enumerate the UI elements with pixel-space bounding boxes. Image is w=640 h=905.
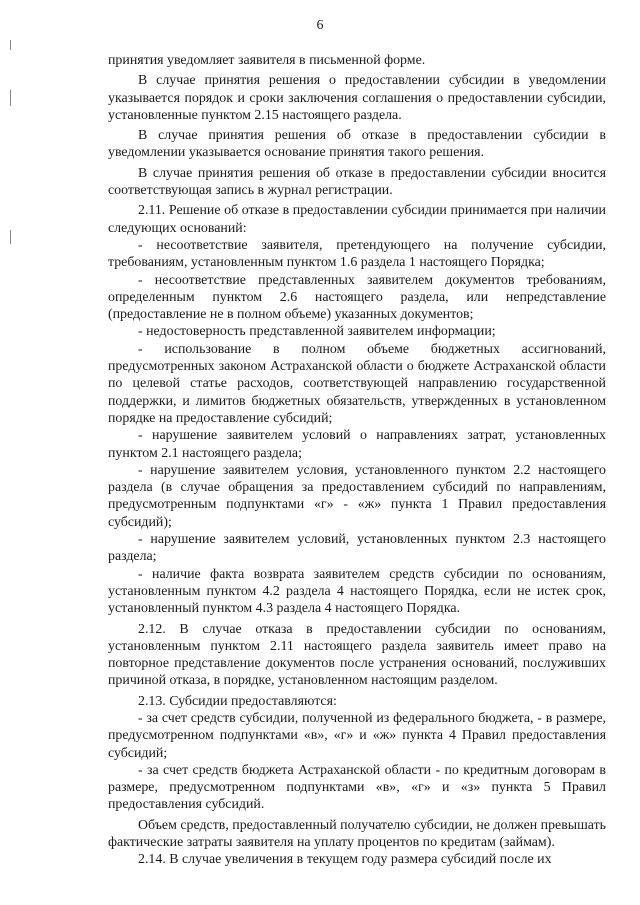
page-number: 6 — [316, 18, 324, 33]
paragraph: В случае принятия решения об отказе в предоставлении субсидии в уведомлении указывается основание принятия такого решения. — [108, 128, 606, 161]
paragraph: В случае принятия решения о предоставлении субсидии в уведомлении указывается порядок и сроки заключения соглашения о предоставлении субсидии, установленные пунктом 2.15 настоящего раздела. — [108, 73, 606, 123]
list-item: - использование в полном объеме бюджетных ассигнований, предусмотренных законом Астраханской области о бюджете Астраханской области по целевой статье расходов, соответствующей направлению государственной поддержки, и лимитов бюджетных обязательств, утвержденных в установленном порядке на предоставление субсидий; — [108, 341, 606, 426]
paragraph: Объем средств, предоставленный получателю субсидии, не должен превышать фактические затраты заявителя на уплату процентов по кредитам (займам). — [108, 817, 606, 851]
paragraph: В случае принятия решения об отказе в предоставлении субсидии вносится соответствующая запись в журнал регистрации. — [108, 165, 606, 199]
list-item: - несоответствие представленных заявителем документов требованиям, определенным пунктом 2.6 настоящего раздела, или непредставление (предоставление не в полном объеме) указанных документов; — [108, 272, 606, 323]
margin-line — [10, 230, 11, 244]
list-item: - несоответствие заявителя, претендующего на получение субсидии, требованиям, установленным пунктом 1.6 раздела 1 настоящего Порядка; — [108, 237, 606, 271]
paragraph: принятия уведомляет заявителя в письменной форме. — [108, 53, 426, 68]
section-2-12: 2.12. В случае отказа в предоставлении субсидии по основаниям, установленным пунктом 2.11 настоящего раздела заявитель имеет право на повторное представление документов после устранения оснований, послуживших причиной отказа, в порядке, установленном настоящим разделом. — [108, 621, 606, 689]
list-item: - нарушение заявителем условия, установленного пунктом 2.2 настоящего раздела (в случае обращения за предоставлением субсидий по направлениям, предусмотренным подпунктами «г» - «ж» пункта 1 Правил предоставления субсидий); — [108, 462, 606, 530]
section-2-14: 2.14. В случае увеличения в текущем году размера субсидий после их — [138, 852, 552, 868]
document-body — [108, 52, 606, 869]
margin-line — [10, 90, 11, 106]
section-2-11: 2.11. Решение об отказе в предоставлении субсидии принимается при наличии следующих оснований: — [108, 203, 606, 236]
list-item: - недостоверность представленной заявителем информации; — [138, 324, 496, 340]
list-item: - нарушение заявителем условий о направлениях затрат, установленных пунктом 2.1 настоящего раздела; — [108, 428, 606, 461]
section-2-13: 2.13. Субсидии предоставляются: — [138, 693, 337, 709]
list-item: - наличие факта возврата заявителем средств субсидии по основаниям, установленным пунктом 4.2 раздела 4 настоящего Порядка, если не истек срок, установленный пунктом 4.3 раздела 4 настоящего Порядка. — [108, 566, 606, 617]
list-item: - за счет средств бюджета Астраханской области - по кредитным договорам в размере, предусмотренном подпунктами «в», «г» и «з» пункта 5 Правил предоставления субсидий. — [108, 762, 606, 813]
margin-line — [10, 40, 11, 50]
list-item: - за счет средств субсидии, полученной из федерального бюджета, - в размере, предусмотренном подпунктами «в», «г» и «ж» пункта 4 Правил предоставления субсидий; — [108, 710, 606, 761]
list-item: - нарушение заявителем условий, установленных пунктом 2.3 настоящего раздела; — [108, 532, 606, 565]
